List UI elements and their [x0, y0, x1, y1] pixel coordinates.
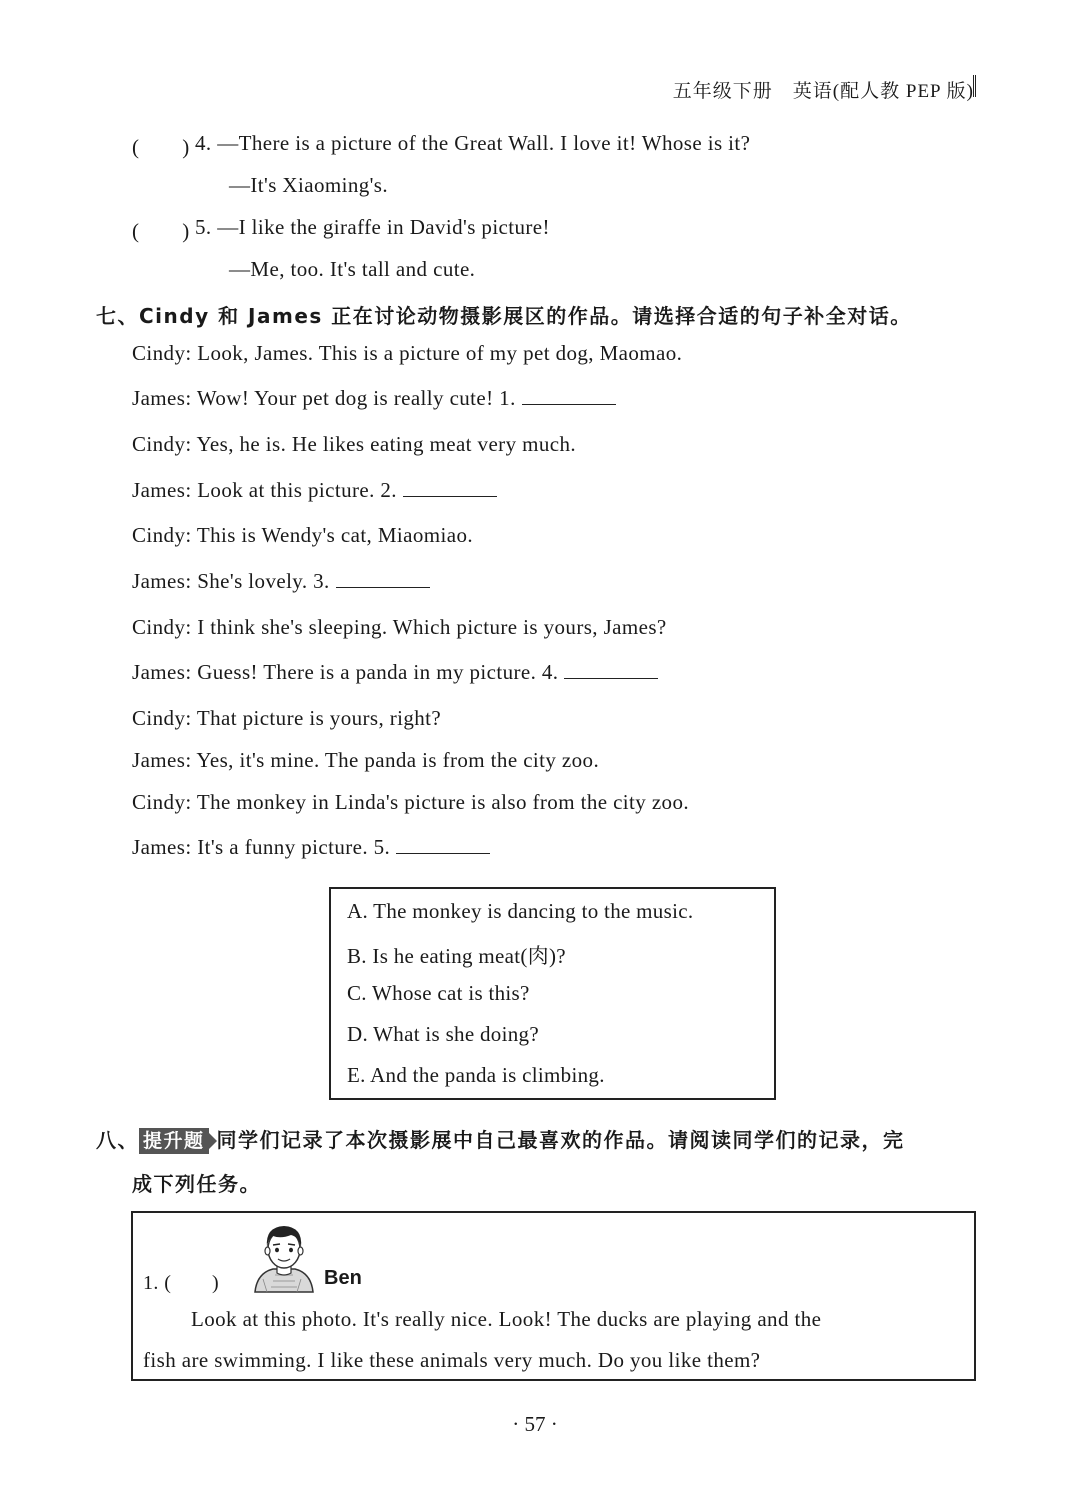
dialogue-line: Cindy: Yes, he is. He likes eating meat very much.	[132, 432, 577, 456]
header-rule	[973, 75, 976, 97]
dialogue-line: Cindy: The monkey in Linda's picture is also from the city zoo.	[132, 790, 689, 814]
speaker-name: Ben	[324, 1267, 362, 1289]
item-4-answer: —It's Xiaoming's.	[229, 173, 389, 197]
item-4-bracket: ( )	[132, 135, 190, 159]
record-text-line2: fish are swimming. I like these animals very much. Do you like them?	[143, 1348, 761, 1372]
dialogue-line	[132, 569, 430, 594]
item-5-bracket: ( )	[132, 219, 190, 243]
dialogue-line	[132, 478, 497, 503]
record-box-ben	[131, 1211, 976, 1381]
item-5-question: 5. —I like the giraffe in David's picture!	[195, 215, 550, 239]
option-d: D. What is she doing?	[347, 1022, 539, 1046]
item-4-question: 4. —There is a picture of the Great Wall. I love it! Whose is it?	[195, 131, 751, 155]
answer-blank-3[interactable]	[336, 569, 430, 588]
dialogue-line: Cindy: Look, James. This is a picture of my pet dog, Maomao.	[132, 341, 683, 365]
option-e: E. And the panda is climbing.	[347, 1063, 605, 1087]
option-a: A. The monkey is dancing to the music.	[347, 899, 694, 923]
page-header: 五年级下册 英语(配人教 PEP 版)	[672, 81, 974, 102]
option-b: B. Is he eating meat(肉)?	[347, 944, 566, 968]
dialogue-line: Cindy: This is Wendy's cat, Miaomiao.	[132, 523, 474, 547]
option-c: C. Whose cat is this?	[347, 981, 530, 1005]
answer-blank-5[interactable]	[396, 835, 490, 854]
dialogue-text: James: Look at this picture. 2.	[132, 478, 397, 502]
dialogue-text: James: Guess! There is a panda in my picture. 4.	[132, 660, 559, 684]
dialogue-line: Cindy: I think she's sleeping. Which picture is yours, James?	[132, 615, 667, 639]
dialogue-text: James: It's a funny picture. 5.	[132, 835, 391, 859]
dialogue-line: Cindy: That picture is yours, right?	[132, 706, 442, 730]
boy-avatar-icon	[251, 1221, 317, 1293]
section-8-prefix: 八、	[96, 1128, 139, 1152]
dialogue-text: James: Wow! Your pet dog is really cute! 1.	[132, 386, 516, 410]
section-8-title-line2: 成下列任务。	[132, 1172, 261, 1196]
dialogue-line	[132, 660, 658, 685]
page-number: · 57 ·	[512, 1412, 558, 1436]
dialogue-line	[132, 835, 490, 860]
section-7-title: 七、Cindy 和 James 正在讨论动物摄影展区的作品。请选择合适的句子补全对话。	[96, 304, 912, 328]
section-8-title	[96, 1124, 905, 1154]
answer-blank-1[interactable]	[522, 386, 616, 405]
section-8-title-text: 同学们记录了本次摄影展中自己最喜欢的作品。请阅读同学们的记录，完	[216, 1128, 905, 1152]
dialogue-line	[132, 386, 616, 411]
options-box	[329, 887, 776, 1100]
record-text-line1: Look at this photo. It's really nice. Look! The ducks are playing and the	[191, 1307, 822, 1331]
dialogue-text: James: She's lovely. 3.	[132, 569, 330, 593]
answer-blank-4[interactable]	[564, 660, 658, 679]
answer-blank-2[interactable]	[403, 478, 497, 497]
item-1-label: 1. ( )	[143, 1272, 220, 1294]
dialogue-line: James: Yes, it's mine. The panda is from the city zoo.	[132, 748, 600, 772]
item-5-answer: —Me, too. It's tall and cute.	[229, 257, 476, 281]
advanced-tag: 提升题	[139, 1128, 209, 1154]
